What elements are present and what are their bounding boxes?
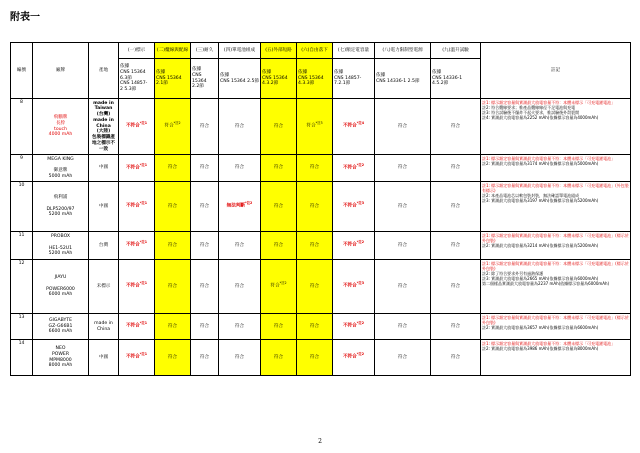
result-text: 符合	[273, 165, 284, 171]
row-origin: made in Taiwan (台灣) made in China (大陸) 包裝標識產地之標示不一致	[89, 99, 119, 155]
result-text: 符合	[199, 203, 210, 209]
result-text: 符合	[397, 283, 408, 289]
result-cell	[119, 182, 155, 232]
result-text: 符合	[167, 283, 178, 289]
row-brand: 飛利浦 DLP5200/97 5200 mAh	[33, 182, 89, 232]
result-text: 符合	[167, 165, 178, 171]
result-text: 符合	[167, 354, 178, 360]
result-text: 符合	[450, 354, 461, 360]
row-notes	[481, 182, 631, 232]
result-text: 符合	[273, 323, 284, 329]
result-text: 不符合	[125, 123, 140, 129]
result-cell	[431, 155, 481, 182]
row-origin: 未標示	[89, 260, 119, 314]
result-text: 符合	[309, 283, 320, 289]
note-line: 註1: 標示額定容量與實測最大放電容量不符：本體未標示「可充電鋰電池」(標示於外包裝)	[482, 232, 629, 243]
result-text: 符合	[199, 283, 210, 289]
row-no: 9	[11, 155, 33, 182]
result-cell	[119, 99, 155, 155]
result-text: 無法判斷	[226, 203, 246, 209]
footnote-ref: *註2	[356, 352, 365, 357]
row-notes	[481, 99, 631, 155]
result-cell	[119, 340, 155, 376]
result-cell	[119, 260, 155, 314]
result-text: 不符合	[125, 283, 140, 289]
row-no: 14	[11, 340, 33, 376]
row-brand: NEO POWER MPM8000 8000 mAh	[33, 340, 89, 376]
result-cell	[155, 340, 191, 376]
result-text: 不符合	[125, 165, 140, 171]
result-cell	[261, 314, 297, 340]
result-cell	[219, 99, 261, 155]
note-line: 註2: 實測最大放電容量為3986 mAh(依據標示容量為8000mAh)	[482, 345, 599, 351]
result-text: 符合	[450, 203, 461, 209]
result-cell	[191, 99, 219, 155]
result-cell	[191, 260, 219, 314]
spec-5: 依據 CNS 15364 4.3.2節	[261, 59, 297, 99]
result-cell	[219, 155, 261, 182]
result-text: 符合	[273, 354, 284, 360]
row-no: 10	[11, 182, 33, 232]
result-text: 符合	[397, 323, 408, 329]
result-text: 符合	[167, 323, 178, 329]
result-text: 符合	[234, 165, 245, 171]
result-cell	[155, 260, 191, 314]
result-cell	[297, 182, 333, 232]
result-text: 符合	[397, 123, 408, 129]
row-notes	[481, 314, 631, 340]
row-notes	[481, 340, 631, 376]
result-cell	[261, 155, 297, 182]
footnote-ref: *註1	[139, 281, 148, 286]
result-cell	[297, 232, 333, 260]
row-brand: MEGA KING 御意牌 5000 mAh	[33, 155, 89, 182]
result-cell	[191, 340, 219, 376]
page-number: 2	[318, 438, 322, 445]
header-test-7: (七)額定電容量	[333, 43, 375, 59]
result-text: 不符合	[342, 283, 357, 289]
result-text: 不符合	[342, 165, 357, 171]
note-line: 註2: 符合纜線要求；惟產品纜線線徑不足電池與充電	[482, 104, 576, 110]
result-text: 符合	[234, 323, 245, 329]
footnote-ref: *註2	[356, 321, 365, 326]
note-line: 註1: 標示額定容量與實測最大放電容量不符：本體未標示「可充電鋰電池」(標示於外包裝)	[482, 314, 629, 325]
row-brand: GIGABYTE GZ-G66B1 6600 mAh	[33, 314, 89, 340]
result-text: 符合	[450, 123, 461, 129]
result-cell	[155, 182, 191, 232]
footnote-ref: *註2	[245, 201, 253, 206]
note-line: 註2: 除了符合要求外另有過熱保護	[482, 270, 544, 276]
footnote-ref: *註2	[279, 281, 287, 286]
row-notes	[481, 260, 631, 314]
row-origin: 台灣	[89, 232, 119, 260]
result-cell	[431, 340, 481, 376]
test-results-table	[10, 42, 631, 376]
spec-3: 依據 CNS 15364 2.2節	[191, 59, 219, 99]
header-test-1: (一)標示	[119, 43, 155, 59]
result-cell	[191, 314, 219, 340]
result-text: 符合	[397, 165, 408, 171]
result-cell	[375, 314, 431, 340]
result-cell	[155, 232, 191, 260]
result-text: 符合	[309, 242, 320, 248]
spec-1: 依據 CNS 15364 6.3節 CNS 14857- 2 5.3節	[119, 59, 155, 99]
result-cell	[219, 340, 261, 376]
footnote-ref: *註3	[356, 281, 365, 286]
result-text: 不符合	[342, 123, 357, 129]
result-cell	[375, 260, 431, 314]
row-origin: 中國	[89, 182, 119, 232]
footnote-ref: *註2	[356, 162, 365, 167]
header-notes: 註記	[481, 43, 631, 99]
note-line: 註1: 標示額定容量與實測最大放電容量不符：本體未標示「可充電鋰電池」	[482, 155, 616, 161]
result-text: 符合	[199, 354, 210, 360]
footnote-ref: *註2	[173, 121, 181, 126]
footnote-ref: *註1	[139, 240, 148, 245]
header-test-5: (五)外部短路	[261, 43, 297, 59]
header-test-3: (三)耐久	[191, 43, 219, 59]
result-cell	[155, 99, 191, 155]
result-cell	[297, 314, 333, 340]
table-row	[11, 232, 631, 260]
row-no: 11	[11, 232, 33, 260]
result-text: 符合	[450, 323, 461, 329]
footnote-ref: *註1	[139, 201, 148, 206]
result-text: 符合	[234, 242, 245, 248]
result-cell	[333, 260, 375, 314]
result-cell	[375, 182, 431, 232]
result-text: 符合	[164, 123, 174, 129]
spec-4: 依據 CNS 15364 2.5節	[219, 59, 261, 99]
result-cell	[333, 182, 375, 232]
result-text: 符合	[397, 354, 408, 360]
header-test-4: (四)單電池組成	[219, 43, 261, 59]
result-cell	[119, 232, 155, 260]
result-text: 符合	[199, 323, 210, 329]
result-cell	[333, 340, 375, 376]
result-text: 符合	[234, 283, 245, 289]
header-test-6: (六)自由落下	[297, 43, 333, 59]
result-text: 符合	[309, 323, 320, 329]
result-text: 不符合	[125, 203, 140, 209]
result-cell	[261, 232, 297, 260]
result-cell	[333, 232, 375, 260]
result-cell	[155, 155, 191, 182]
footnote-ref: *註4	[356, 121, 365, 126]
result-text: 符合	[167, 203, 178, 209]
spec-7: 依據 CNS 14857- 7.2.1節	[333, 59, 375, 99]
result-cell	[333, 314, 375, 340]
table-row	[11, 260, 631, 314]
row-brand: 飛鵬牌 長脖 touch 4000 mAh	[33, 99, 89, 155]
note-line: 註2: 本產品電池芯以軟包裝封裝，無法確認單電池組成	[482, 192, 580, 198]
result-text: 不符合	[342, 354, 357, 360]
header-origin: 產地	[89, 43, 119, 99]
result-cell	[297, 155, 333, 182]
spec-9: 依據 CNS 14336-1 4.5.2節	[431, 59, 481, 99]
table-row	[11, 340, 631, 376]
footnote-ref: *註1	[139, 321, 148, 326]
spec-8: 依據 CNS 14336-1 2.5節	[375, 59, 431, 99]
row-no: 8	[11, 99, 33, 155]
result-cell	[431, 314, 481, 340]
result-cell	[191, 155, 219, 182]
result-text: 符合	[450, 165, 461, 171]
row-notes	[481, 232, 631, 260]
note-line: 註1: 標示額定容量與實測最大放電容量不符：本體未標示「可充電鋰電池」(標示於外包裝)	[482, 260, 629, 271]
spec-6: 依據 CNS 15364 4.3.3節	[297, 59, 333, 99]
header-test-2: (二)纜線與配線	[155, 43, 191, 59]
result-text: 符合	[199, 165, 210, 171]
spec-2: 依據 CNS 15364 2.1節	[155, 59, 191, 99]
footnote-ref: *註3	[356, 201, 365, 206]
result-cell	[219, 260, 261, 314]
row-origin: 中國	[89, 340, 119, 376]
note-line: 註1: 標示額定容量與實測最大放電容量不符：本體未標示「可充電鋰電池」	[482, 99, 616, 105]
header-no: 編號	[11, 43, 33, 99]
result-text: 符合	[450, 242, 461, 248]
footnote-ref: *註1	[139, 121, 148, 126]
result-cell	[431, 182, 481, 232]
result-cell	[375, 232, 431, 260]
result-cell	[431, 232, 481, 260]
row-origin: 中國	[89, 155, 119, 182]
result-text: 符合	[397, 203, 408, 209]
note-line: 註1: 標示額定容量與實測最大放電容量不符：本體未標示「可充電鋰電池」	[482, 340, 616, 346]
result-cell	[431, 99, 481, 155]
note-line: 註3: 符合試驗後不爆炸不起火要求，惟試驗後外殼裂開	[482, 109, 580, 115]
result-cell	[261, 99, 297, 155]
result-text: 符合	[306, 123, 316, 129]
header-test-9: (九)溫升試驗	[431, 43, 481, 59]
result-cell	[375, 99, 431, 155]
result-text: 符合	[199, 242, 210, 248]
note-line: 註2: 實測最大放電容量為3174 mAh(依據標示容量為5000mAh)	[482, 160, 599, 166]
note-line: 註3: 實測最大放電容量為3197 mAh(依據標示容量為5200mAh)	[482, 198, 599, 204]
page-title: 附表一	[10, 12, 40, 23]
table-row	[11, 182, 631, 232]
result-cell	[333, 155, 375, 182]
note-line: 第二個樣品實測最大放電容量為2237 mAh(依據標示容量為6000mAh)	[482, 281, 610, 287]
result-text: 符合	[234, 123, 245, 129]
result-cell	[191, 182, 219, 232]
header-brand: 廠牌	[33, 43, 89, 99]
note-line: 註2: 實測最大放電容量為3214 mAh(依據標示容量為5200mAh)	[482, 242, 599, 248]
footnote-ref: *註3	[315, 121, 323, 126]
result-text: 符合	[234, 354, 245, 360]
result-text: 不符合	[342, 242, 357, 248]
result-cell	[119, 314, 155, 340]
result-text: 符合	[309, 203, 320, 209]
result-text: 不符合	[342, 203, 357, 209]
table-row	[11, 155, 631, 182]
result-cell	[219, 314, 261, 340]
table-row	[11, 314, 631, 340]
result-text: 不符合	[125, 242, 140, 248]
result-text: 符合	[273, 242, 284, 248]
row-origin: made in China	[89, 314, 119, 340]
row-no: 13	[11, 314, 33, 340]
result-text: 不符合	[125, 354, 140, 360]
result-text: 符合	[309, 165, 320, 171]
row-brand: PROBOX HE1-52U1 5200 mAh	[33, 232, 89, 260]
result-cell	[333, 99, 375, 155]
result-cell	[119, 155, 155, 182]
footnote-ref: *註2	[356, 240, 365, 245]
table-row	[11, 99, 631, 155]
row-brand: JIAYU POWER6000 6000 mAh	[33, 260, 89, 314]
result-text: 符合	[273, 123, 284, 129]
row-no: 12	[11, 260, 33, 314]
result-cell	[261, 340, 297, 376]
result-cell	[219, 182, 261, 232]
header-test-8: (八)電力限制型電源	[375, 43, 431, 59]
result-text: 符合	[450, 283, 461, 289]
result-text: 符合	[270, 283, 280, 289]
header-row-tests	[11, 43, 631, 59]
result-cell	[431, 260, 481, 314]
result-cell	[375, 155, 431, 182]
note-line: 註2: 實測最大放電容量為3657 mAh(依據標示容量為6600mAh)	[482, 324, 599, 330]
note-line: 註3: 實測最大放電容量為2665 mAh(依據標示容量為6000mAh)	[482, 276, 599, 282]
result-cell	[261, 260, 297, 314]
result-text: 不符合	[342, 323, 357, 329]
result-cell	[297, 340, 333, 376]
result-text: 符合	[397, 242, 408, 248]
result-cell	[297, 260, 333, 314]
footnote-ref: *註1	[139, 162, 148, 167]
note-line: 註4: 實測最大放電容量為2252 mAh(依據標示容量為4000mAh)	[482, 115, 599, 121]
result-text: 符合	[273, 203, 284, 209]
footnote-ref: *註1	[139, 352, 148, 357]
result-cell	[375, 340, 431, 376]
result-cell	[261, 182, 297, 232]
result-cell	[155, 314, 191, 340]
row-notes	[481, 155, 631, 182]
result-text: 符合	[309, 354, 320, 360]
result-cell	[297, 99, 333, 155]
result-cell	[191, 232, 219, 260]
note-line: 註1: 標示額定容量與實測最大放電容量不符：本體未標示「可充電鋰電池」(外包裝有標示)	[482, 182, 629, 193]
result-text: 符合	[167, 242, 178, 248]
result-text: 符合	[199, 123, 210, 129]
result-cell	[219, 232, 261, 260]
result-text: 不符合	[125, 323, 140, 329]
